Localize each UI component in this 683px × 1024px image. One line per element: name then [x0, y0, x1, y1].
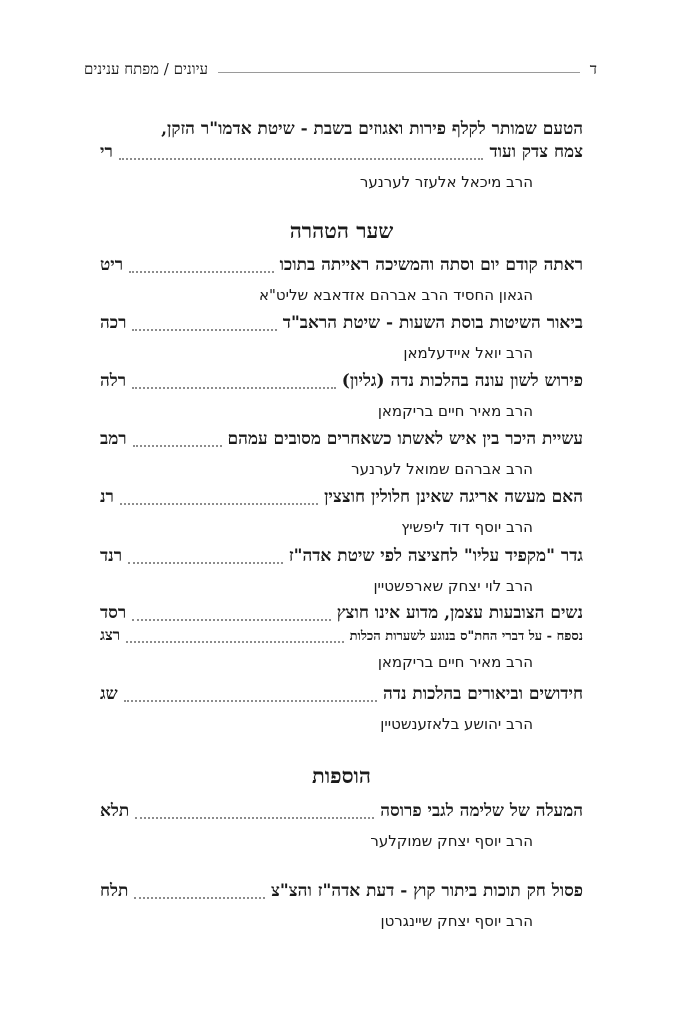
toc-entry — [100, 254, 583, 306]
toc-entry — [100, 118, 583, 193]
entry-subtitle: נספח - על דברי החת"ס בנוגע לשערות הכלות — [349, 629, 583, 644]
toc-entry — [100, 312, 583, 364]
entry-author: הרב מיכאל אלעזר לערנער — [359, 173, 533, 191]
entry-author: הגאון החסיד הרב אברהם אזדאבא שליט"א — [258, 286, 533, 304]
entry-author: הרב יואל איידעלמאן — [403, 344, 533, 362]
entry-title-line — [100, 545, 583, 568]
entry-title: הטעם שמותר לקלף פירות ואגוזים בשבת - שיטת אדמו"ר הזקן, — [161, 119, 583, 139]
leader-dots — [134, 897, 265, 899]
entry-page: רנד — [100, 546, 123, 566]
entry-title-line — [100, 254, 583, 277]
entry-title-line — [100, 141, 583, 164]
leader-dots — [119, 158, 484, 160]
entry-page: שג — [100, 684, 118, 704]
leader-dots — [120, 503, 318, 505]
toc-entry — [100, 486, 583, 538]
toc-entry — [100, 800, 583, 852]
leader-dots — [128, 562, 283, 564]
entry-title-line — [100, 486, 583, 509]
entry-title: פסול חק תוכות ביתור קוץ - דעת אדה"ז והצ"צ — [271, 881, 583, 901]
entry-page: תלח — [100, 881, 129, 901]
entry-title-line — [100, 312, 583, 335]
leader-dots — [129, 271, 274, 273]
entry-title: עשיית היכר בין איש לאשתו כשאחרים מסובים עמהם — [227, 429, 583, 449]
entry-author: הרב אברהם שמואל לערנער — [351, 460, 533, 478]
entry-author: הרב יהושע בלאזענשטיין — [380, 715, 533, 733]
toc-entry — [100, 683, 583, 735]
entry-title: פירוש לשון עונה בהלכות נדה (גליון) — [341, 371, 583, 391]
leader-dots — [132, 619, 331, 621]
leader-dots — [132, 329, 276, 331]
leader-dots — [135, 817, 374, 819]
toc-entry — [100, 602, 583, 673]
entry-page: רנ — [100, 487, 114, 507]
entry-title: המעלה של שלימה לגבי פרוסה — [380, 801, 583, 821]
entry-title-line — [100, 118, 583, 141]
leader-dots — [132, 387, 336, 389]
entry-title: האם מעשה אריגה שאינן חלולין חוצצין — [324, 487, 583, 507]
toc-entry — [100, 428, 583, 480]
entry-title: צמח צדק ועוד — [489, 142, 583, 162]
page-number: ד — [589, 59, 597, 78]
toc-entry — [100, 880, 583, 932]
leader-dots — [124, 700, 377, 702]
running-title: עיונים / מפתח ענינים — [84, 59, 209, 78]
entry-page: רלה — [100, 371, 127, 391]
entry-author: הרב לוי יצחק שארפשטיין — [373, 577, 533, 595]
entry-title-line — [100, 800, 583, 823]
entry-author: הרב מאיר חיים בריקמאן — [377, 653, 533, 671]
entry-page: רסד — [100, 603, 127, 623]
entry-title-line — [100, 880, 583, 903]
entry-page: רי — [100, 142, 113, 162]
leader-dots — [126, 641, 343, 643]
entry-title: חידושים וביאורים בהלכות נדה — [382, 684, 583, 704]
entry-title: ראתה קודם יום וסתה והמשיכה ראייתה בתוכו — [279, 255, 583, 275]
entry-author: הרב יוסף דוד ליפשיץ — [401, 518, 533, 536]
entry-page: רכה — [100, 313, 127, 333]
entry-title: ביאור השיטות בוסת השעות - שיטת הראב"ד — [282, 313, 583, 333]
entry-page: ריט — [100, 255, 124, 275]
entry-page: תלא — [100, 801, 130, 821]
section-heading: שער הטהרה — [289, 218, 394, 243]
entry-title-line — [100, 428, 583, 451]
toc-entry — [100, 370, 583, 422]
entry-author: הרב יוסף יצחק שמוקלער — [370, 832, 533, 850]
entry-subtitle-page: רצג — [100, 626, 121, 644]
entry-title-line — [100, 683, 583, 706]
entry-title: גדר "מקפיד עליו" לחציצה לפי שיטת אדה"ז — [288, 546, 583, 566]
entry-subtitle-line — [100, 625, 583, 647]
entry-title-line — [100, 370, 583, 393]
toc-entry — [100, 545, 583, 597]
entry-title: נשים הצובעות עצמן, מדוע אינו חוצץ — [336, 603, 583, 623]
leader-dots — [133, 445, 222, 447]
entry-author: הרב יוסף יצחק שיינגרטן — [380, 912, 533, 930]
entry-page: רמב — [100, 429, 127, 449]
section-heading: הוספות — [311, 763, 371, 788]
entry-title-line — [100, 602, 583, 625]
entry-author: הרב מאיר חיים בריקמאן — [377, 402, 533, 420]
